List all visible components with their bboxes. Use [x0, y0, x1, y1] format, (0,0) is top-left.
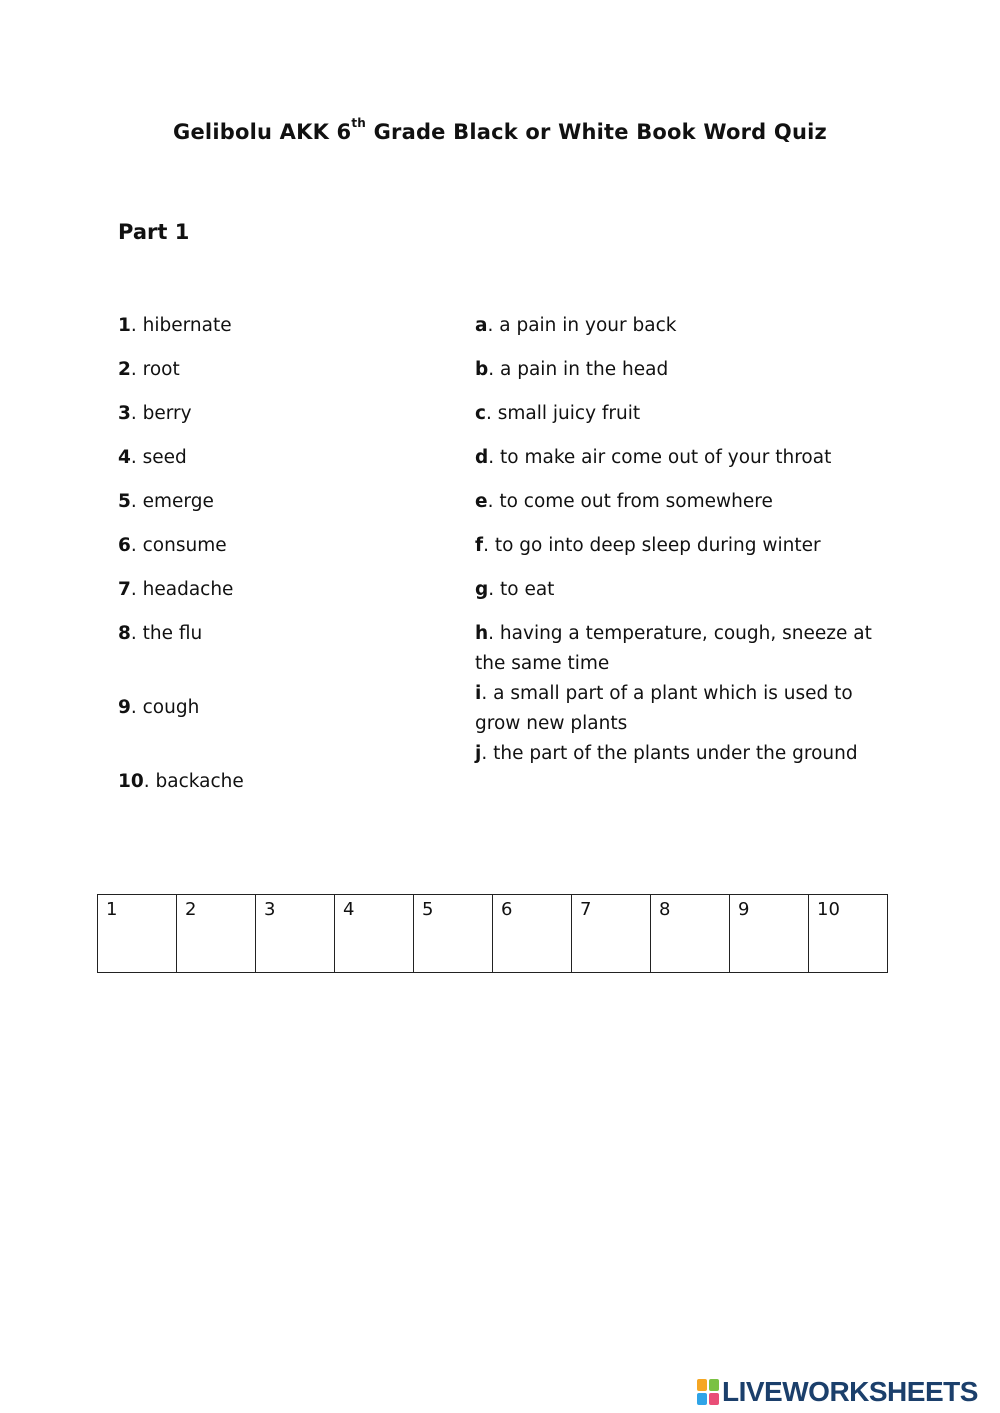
part-label: Part 1	[118, 220, 190, 244]
definition-letter: e	[475, 491, 488, 512]
word-number: 10	[118, 771, 144, 792]
logo-text: LIVEWORKSHEETS	[722, 1376, 978, 1407]
definition-item	[475, 311, 895, 355]
word-item	[118, 619, 448, 693]
liveworksheets-logo	[697, 1376, 978, 1408]
word-item	[118, 355, 448, 399]
definition-text: . to come out from somewhere	[487, 491, 773, 512]
answer-row	[98, 895, 888, 973]
answer-table	[97, 894, 888, 973]
word-text: . headache	[130, 579, 234, 600]
definition-item	[475, 399, 895, 443]
word-text: . root	[130, 359, 180, 380]
word-number: 1	[118, 315, 131, 336]
answer-cell[interactable]	[335, 895, 414, 973]
definition-item	[475, 487, 895, 531]
answer-cell[interactable]	[177, 895, 256, 973]
word-item	[118, 531, 448, 575]
title-prefix: Gelibolu AKK 6	[173, 120, 352, 144]
word-text: . cough	[130, 697, 200, 718]
logo-square-pink	[709, 1393, 719, 1405]
logo-square-blue	[697, 1393, 707, 1405]
word-text: . emerge	[130, 491, 214, 512]
definition-item	[475, 739, 895, 783]
title-superscript: th	[351, 116, 367, 130]
word-number: 7	[118, 579, 131, 600]
word-number: 4	[118, 447, 131, 468]
word-text: . backache	[143, 771, 244, 792]
answer-cell-number: 3	[264, 899, 276, 920]
logo-square-orange	[697, 1379, 707, 1391]
definition-letter: f	[475, 535, 484, 556]
definition-letter: b	[475, 359, 489, 380]
definition-text: . to eat	[488, 579, 555, 600]
answer-cell-number: 6	[501, 899, 513, 920]
definition-letter: c	[475, 403, 486, 424]
answer-cell[interactable]	[809, 895, 888, 973]
word-text: . berry	[130, 403, 192, 424]
answer-cell-number: 8	[659, 899, 671, 920]
answer-cell[interactable]	[730, 895, 809, 973]
word-text: . hibernate	[130, 315, 232, 336]
definition-item	[475, 531, 895, 575]
definition-letter: a	[475, 315, 488, 336]
definition-item	[475, 679, 895, 739]
answer-cell[interactable]	[493, 895, 572, 973]
definition-text: . to go into deep sleep during winter	[483, 535, 821, 556]
definition-list	[475, 311, 895, 783]
logo-mark-icon	[697, 1379, 719, 1405]
answer-cell[interactable]	[98, 895, 177, 973]
answer-cell-number: 7	[580, 899, 592, 920]
answer-cell[interactable]	[414, 895, 493, 973]
word-item	[118, 443, 448, 487]
word-item	[118, 693, 448, 767]
page-title	[0, 116, 1000, 144]
answer-cell[interactable]	[572, 895, 651, 973]
definition-text: . the part of the plants under the ground	[481, 743, 858, 764]
answer-cell[interactable]	[256, 895, 335, 973]
word-number: 8	[118, 623, 131, 644]
definition-item	[475, 443, 895, 487]
definition-text: . a pain in your back	[487, 315, 677, 336]
answer-cell[interactable]	[651, 895, 730, 973]
definition-letter: d	[475, 447, 489, 468]
definition-text: . small juicy fruit	[485, 403, 641, 424]
definition-letter: j	[475, 743, 482, 764]
answer-cell-number: 9	[738, 899, 750, 920]
word-item	[118, 487, 448, 531]
definition-item	[475, 575, 895, 619]
word-item	[118, 767, 448, 811]
definition-letter: g	[475, 579, 489, 600]
title-suffix: Grade Black or White Book Word Quiz	[366, 120, 827, 144]
answer-cell-number: 1	[106, 899, 118, 920]
definition-text: . to make air come out of your throat	[488, 447, 832, 468]
answer-cell-number: 5	[422, 899, 434, 920]
word-text: . the flu	[130, 623, 203, 644]
word-item	[118, 311, 448, 355]
word-number: 6	[118, 535, 131, 556]
answer-cell-number: 4	[343, 899, 355, 920]
word-number: 2	[118, 359, 131, 380]
definition-item	[475, 619, 895, 679]
word-item	[118, 399, 448, 443]
word-text: . consume	[130, 535, 227, 556]
definition-text: . a pain in the head	[488, 359, 669, 380]
definition-text: . having a temperature, cough, sneeze at the same time	[475, 623, 872, 674]
word-item	[118, 575, 448, 619]
word-text: . seed	[130, 447, 187, 468]
definition-text: . a small part of a plant which is used to grow new plants	[475, 683, 853, 734]
logo-square-green	[709, 1379, 719, 1391]
word-number: 3	[118, 403, 131, 424]
definition-item	[475, 355, 895, 399]
word-list	[118, 311, 448, 811]
definition-letter: i	[475, 683, 482, 704]
answer-cell-number: 2	[185, 899, 197, 920]
word-number: 9	[118, 697, 131, 718]
definition-letter: h	[475, 623, 489, 644]
word-number: 5	[118, 491, 131, 512]
answer-cell-number: 10	[817, 899, 840, 920]
